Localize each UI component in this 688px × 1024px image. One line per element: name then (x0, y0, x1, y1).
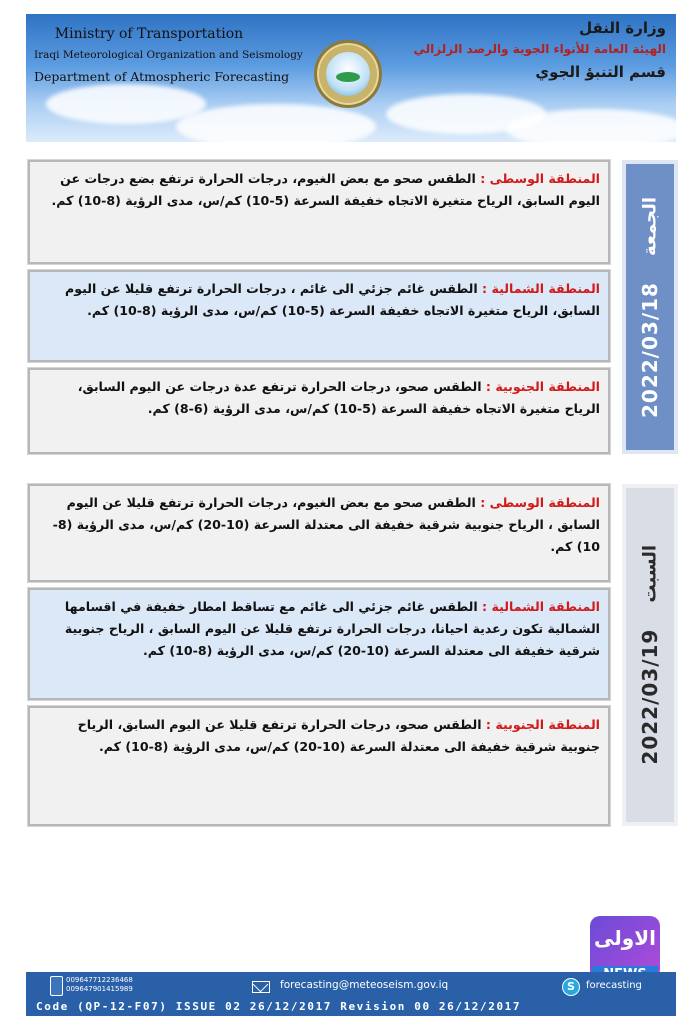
skype-handle: forecasting (586, 980, 642, 991)
region-label: المنطقة الوسطى : (480, 171, 600, 186)
skype-icon: S (562, 978, 580, 996)
day2-date: 2022/03/19 (638, 628, 662, 765)
phone-number: 009647712236468 (66, 976, 133, 984)
region-forecast-text: الطقس غائم جزئي الى غائم مع تساقط امطار خفيفة في اقسامها الشمالية تكون رعدية احيانا، درجات الحرارة ترتفع قليلا عن اليوم السابق ، الرياح جنوبية شرقية خفيفة الى معتدلة السرعة (10-20) كم/س، مدى الرؤية (8-10) كم. (64, 599, 600, 658)
region-label: المنطقة الشمالية : (482, 599, 600, 614)
email-address[interactable]: forecasting@meteoseism.gov.iq (280, 979, 449, 991)
arabic-title-block (406, 18, 666, 84)
day2-forecast (28, 484, 678, 826)
region-forecast-text: الطقس صحو، درجات الحرارة ترتفع عدة درجات عن اليوم السابق، الرياح متغيرة الاتجاه خفيفة السرعة (5-10) كم/س، مدى الرؤية (6-8) كم. (77, 379, 600, 416)
day1-date-bar (622, 160, 678, 454)
ministry-name-en: Ministry of Transportation (54, 26, 244, 42)
day1-forecast (28, 160, 678, 454)
department-name-en: Department of Atmospheric Forecasting (34, 69, 290, 84)
day2-north-region (28, 588, 610, 700)
region-forecast-text: الطقس صحو مع بعض الغيوم، درجات الحرارة ترتفع بضع درجات عن اليوم السابق، الرياح متغيرة الاتجاه خفيفة السرعة (5-10) كم/س، مدى الرؤية (8-10) كم. (51, 171, 600, 208)
footer-bar (26, 972, 676, 1016)
organization-logo-icon (314, 40, 382, 108)
region-forecast-text: الطقس غائم جزئي الى غائم ، درجات الحرارة ترتفع قليلا عن اليوم السابق، الرياح متغيرة الاتجاه خفيفة السرعة (5-10) كم/س، مدى الرؤية (8-10) كم. (64, 281, 600, 318)
region-forecast-text: الطقس صحو، درجات الحرارة ترتفع قليلا عن اليوم السابق، الرياح جنوبية شرقية خفيفة الى معتدلة السرعة (10-20) كم/س، مدى الرؤية (8-10) كم. (77, 717, 600, 754)
region-label: المنطقة الشمالية : (482, 281, 600, 296)
organization-name-ar: الهيئة العامة للأنواء الجوية والرصد الزلزالي (413, 42, 666, 56)
phone-number: 009647901415989 (66, 985, 133, 993)
day2-central-region (28, 484, 610, 582)
day1-date: 2022/03/18 (638, 281, 662, 418)
day2-weekday: السبت (639, 545, 661, 603)
phone-numbers (66, 976, 133, 994)
day1-south-region (28, 368, 610, 454)
day1-central-region (28, 160, 610, 264)
department-name-ar: قسم التنبؤ الجوي (535, 63, 666, 81)
watermark-text: الاولى (594, 926, 656, 950)
region-label: المنطقة الوسطى : (480, 495, 600, 510)
phone-icon (50, 976, 63, 996)
day1-weekday: الجمعة (639, 196, 661, 256)
document-code: Code (QP-12-F07) ISSUE 02 26/12/2017 Revision 00 26/12/2017 (36, 1000, 522, 1013)
region-label: المنطقة الجنوبية : (485, 717, 600, 732)
day2-date-bar (622, 484, 678, 826)
english-title-block (34, 24, 303, 87)
header-banner (26, 14, 676, 142)
day2-south-region (28, 706, 610, 826)
ministry-name-ar: وزارة النقل (579, 19, 666, 37)
day1-north-region (28, 270, 610, 362)
region-forecast-text: الطقس صحو مع بعض الغيوم، درجات الحرارة ترتفع قليلا عن اليوم السابق ، الرياح جنوبية شرقية خفيفة الى معتدلة السرعة (10-20) كم/س، مدى الرؤية (8-10) كم. (52, 495, 600, 554)
region-label: المنطقة الجنوبية : (485, 379, 600, 394)
mail-icon (252, 981, 270, 993)
organization-name-en: Iraqi Meteorological Organization and Seismology (34, 49, 303, 61)
